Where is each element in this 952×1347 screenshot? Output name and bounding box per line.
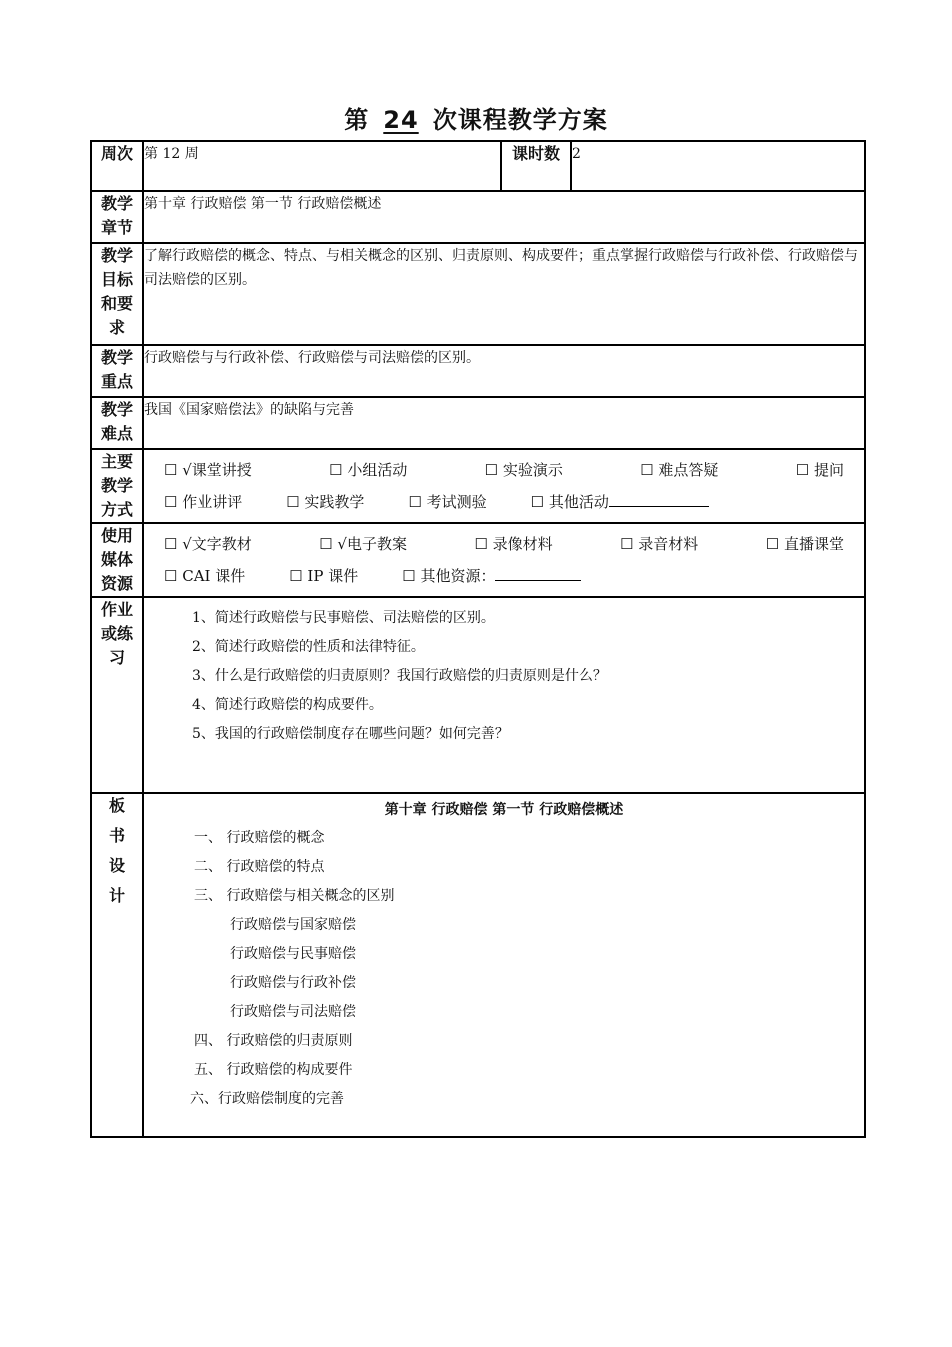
difficulties-value: 我国《国家赔偿法》的缺陷与完善 (143, 397, 865, 449)
board-subitem: 行政赔偿与行政补偿 (230, 975, 356, 991)
media-row (91, 523, 865, 597)
option-questioning[interactable]: ☐ 提问 (795, 461, 844, 479)
option-other-resources[interactable]: ☐ 其他资源： (402, 560, 581, 592)
difficulties-label: 教学 难点 (91, 397, 143, 449)
methods-options-line-2 (144, 486, 864, 518)
methods-label: 主要 教学 方式 (91, 449, 143, 523)
option-video[interactable]: ☐ 录像材料 (474, 535, 553, 553)
page-title (0, 100, 952, 135)
other-activity-blank[interactable] (609, 492, 709, 507)
other-resources-blank[interactable] (495, 566, 581, 581)
board-item: 四、 行政赔偿的归责原则 (194, 1033, 353, 1049)
methods-options (143, 449, 865, 523)
option-e-lesson-plan[interactable]: ☐ √电子教案 (319, 535, 407, 553)
homework-item: 3、什么是行政赔偿的归责原则？我国行政赔偿的归责原则是什么？ (192, 668, 607, 684)
homework-item: 2、简述行政赔偿的性质和法律特征。 (192, 639, 425, 655)
option-group-activity[interactable]: ☐ 小组活动 (329, 461, 408, 479)
option-text-material[interactable]: ☐ √文字教材 (164, 535, 252, 553)
key-points-row (91, 345, 865, 397)
methods-row (91, 449, 865, 523)
homework-item: 5、我国的行政赔偿制度存在哪些问题？如何完善？ (192, 726, 509, 742)
board-item: 一、 行政赔偿的概念 (194, 830, 325, 846)
methods-options-line-1 (144, 454, 864, 486)
option-exam[interactable]: ☐ 考试测验 (408, 493, 487, 511)
option-lecture[interactable]: ☐ √课堂讲授 (164, 461, 252, 479)
option-qa[interactable]: ☐ 难点答疑 (640, 461, 719, 479)
option-audio[interactable]: ☐ 录音材料 (620, 535, 699, 553)
week-label: 周次 (91, 141, 143, 191)
week-value: 第 12 周 (143, 141, 501, 191)
title-suffix: 次课程教学方案 (432, 106, 608, 134)
media-options-line-1 (144, 528, 864, 560)
board-item: 六、行政赔偿制度的完善 (190, 1091, 344, 1107)
board-subitem: 行政赔偿与民事赔偿 (230, 946, 356, 962)
homework-item: 4、简述行政赔偿的构成要件。 (192, 697, 383, 713)
board-design-label: 板 书 设 计 (91, 793, 143, 1137)
chapter-row (91, 191, 865, 243)
media-options-line-2 (144, 560, 864, 592)
board-subitem: 行政赔偿与司法赔偿 (230, 1004, 356, 1020)
board-design-row (91, 793, 865, 1137)
option-practice[interactable]: ☐ 实践教学 (286, 493, 365, 511)
board-item: 二、 行政赔偿的特点 (194, 859, 325, 875)
option-ip[interactable]: ☐ IP 课件 (289, 567, 359, 585)
board-item: 五、 行政赔偿的构成要件 (194, 1062, 353, 1078)
title-prefix: 第 (344, 106, 370, 134)
key-points-value: 行政赔偿与与行政补偿、行政赔偿与司法赔偿的区别。 (143, 345, 865, 397)
board-heading: 第十章 行政赔偿 第一节 行政赔偿概述 (384, 802, 624, 818)
option-homework-review[interactable]: ☐ 作业讲评 (164, 493, 243, 511)
board-item: 三、 行政赔偿与相关概念的区别 (194, 888, 395, 904)
key-points-label: 教学 重点 (91, 345, 143, 397)
lesson-plan-table (90, 140, 866, 1138)
chapter-value: 第十章 行政赔偿 第一节 行政赔偿概述 (143, 191, 865, 243)
board-subitem: 行政赔偿与国家赔偿 (230, 917, 356, 933)
goals-value: 了解行政赔偿的概念、特点、与相关概念的区别、归责原则、构成要件；重点掌握行政赔偿与行政补偿、行政赔偿与司法赔偿的区别。 (143, 243, 865, 345)
homework-item: 1、简述行政赔偿与民事赔偿、司法赔偿的区别。 (192, 610, 495, 626)
homework-label: 作业 或练 习 (91, 597, 143, 793)
option-cai[interactable]: ☐ CAI 课件 (164, 567, 246, 585)
hours-value: 2 (571, 141, 865, 191)
goals-row (91, 243, 865, 345)
option-other-activity[interactable]: ☐ 其他活动 (531, 486, 709, 518)
difficulties-row (91, 397, 865, 449)
chapter-label: 教学 章节 (91, 191, 143, 243)
goals-label: 教学 目标 和要 求 (91, 243, 143, 345)
hours-label: 课时数 (501, 141, 571, 191)
option-experiment[interactable]: ☐ 实验演示 (484, 461, 563, 479)
lesson-number: 24 (383, 106, 419, 134)
media-options (143, 523, 865, 597)
homework-row (91, 597, 865, 793)
homework-list (143, 597, 865, 793)
board-design-content (143, 793, 865, 1137)
option-live-class[interactable]: ☐ 直播课堂 (765, 535, 844, 553)
week-row (91, 141, 865, 191)
media-label: 使用 媒体 资源 (91, 523, 143, 597)
